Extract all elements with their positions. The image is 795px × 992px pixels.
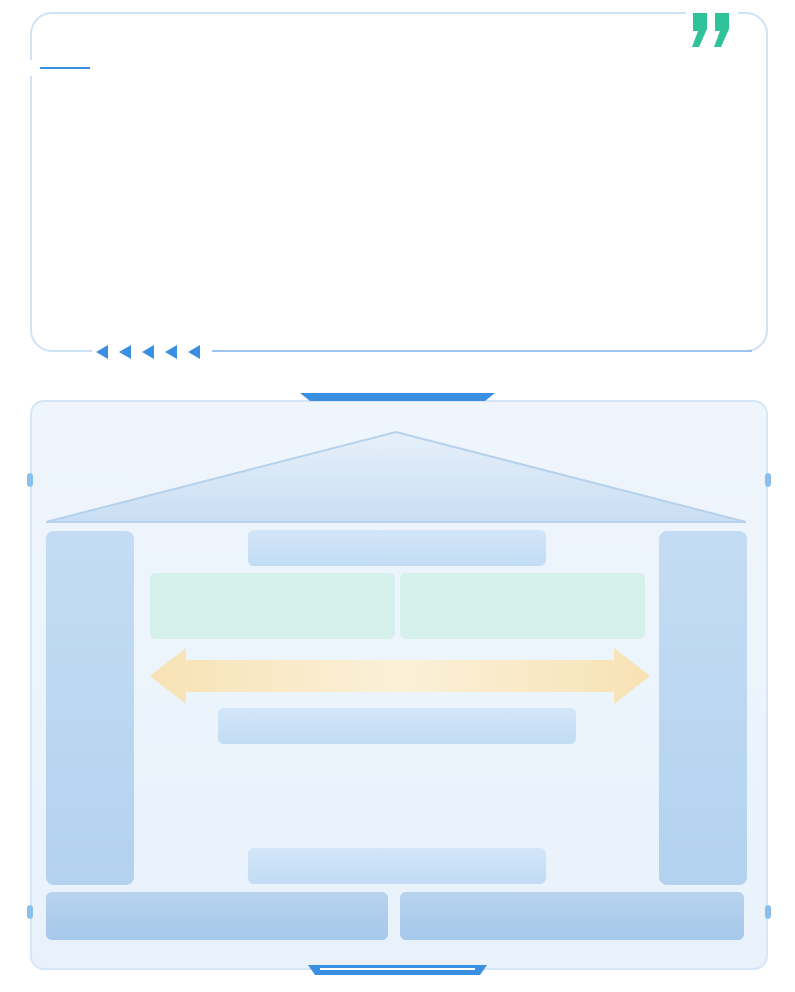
side-dot [27,905,33,919]
quote-icon [686,6,738,56]
data-resources-box [400,892,744,940]
intro-paragraph [98,100,708,149]
integration-label [218,708,576,744]
foundations-label [248,848,546,884]
digital-infrastructure-box [46,892,388,940]
domestic-box [150,573,395,639]
diagram-top-decoration [300,393,495,403]
intro-card [30,12,768,352]
diagram-bottom-decoration [300,963,495,977]
arrow-left-icon [188,345,206,359]
arrows-decoration [96,345,206,359]
right-pillar [659,531,747,885]
roof-icon [46,430,746,524]
side-dot [765,905,771,919]
left-pillar [46,531,134,885]
intro-bottom-line [212,350,752,352]
intro-accent-line [40,67,90,69]
side-dot [765,473,771,487]
arrow-left-icon [119,345,137,359]
arrow-left-icon [165,345,183,359]
arrow-left-icon [96,345,114,359]
side-dot [27,473,33,487]
international-box [400,573,645,639]
capabilities-label [150,648,650,704]
environments-label [248,530,546,566]
arrow-left-icon [142,345,160,359]
